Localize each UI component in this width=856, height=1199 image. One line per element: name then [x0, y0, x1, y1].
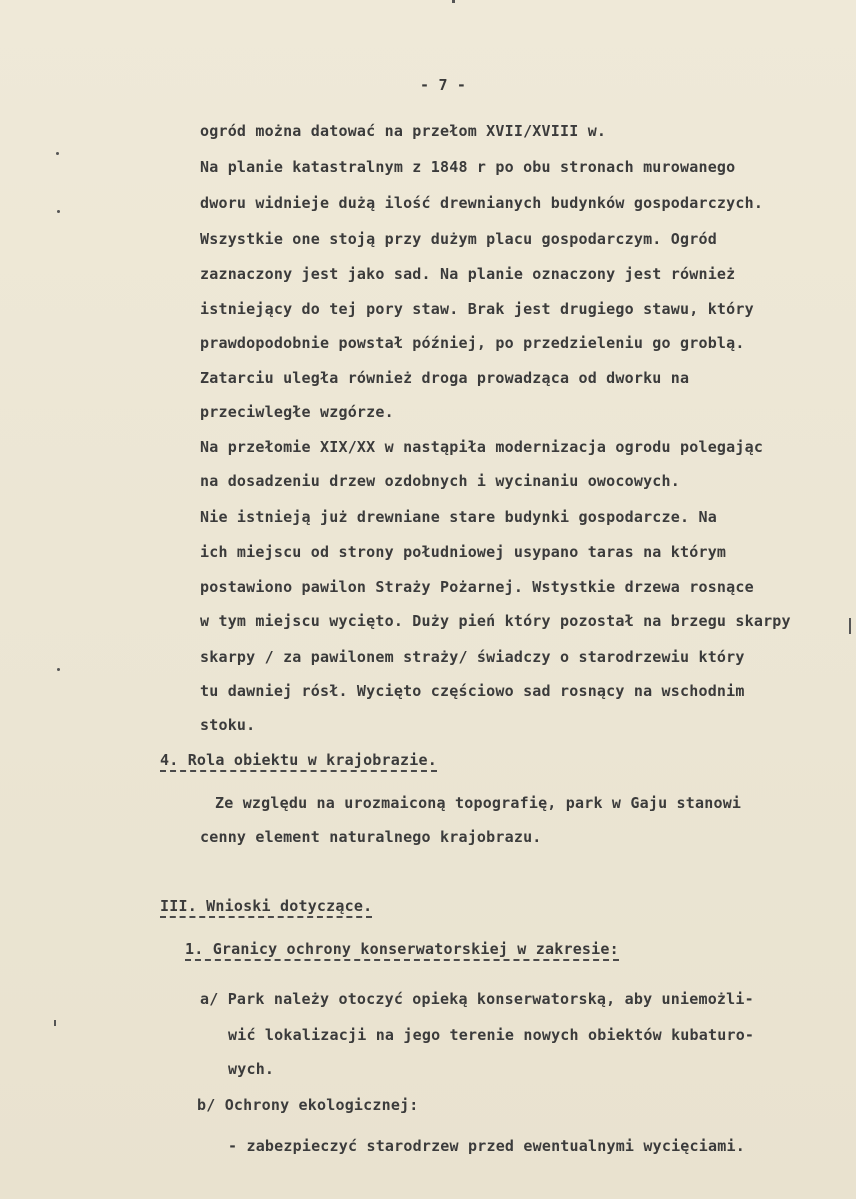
right-edge-mark	[849, 618, 851, 634]
text-line: Wszystkie one stoją przy dużym placu gospodarczym. Ogród	[200, 230, 717, 248]
margin-speck	[54, 1020, 56, 1026]
text-line: dworu widnieje dużą ilość drewnianych budynków gospodarczych.	[200, 194, 764, 212]
text-line: skarpy / za pawilonem straży/ świadczy o starodrzewiu który	[200, 648, 745, 666]
item-a-line: wić lokalizacji na jego terenie nowych obiektów kubaturo-	[228, 1026, 755, 1044]
item-a-line: a/ Park należy otoczyć opieką konserwatorską, aby uniemożli-	[200, 990, 754, 1008]
margin-speck	[56, 152, 59, 155]
text-line: ich miejscu od strony południowej usypano taras na którym	[200, 543, 727, 561]
top-edge-mark	[452, 0, 455, 3]
section-4-text: cenny element naturalnego krajobrazu.	[200, 828, 542, 846]
text-line: Zatarciu uległa również droga prowadząca od dworku na	[200, 369, 690, 387]
text-line: w tym miejscu wycięto. Duży pień który pozostał na brzegu skarpy	[200, 612, 791, 630]
page-number: - 7 -	[420, 76, 467, 94]
text-line: zaznaczony jest jako sad. Na planie oznaczony jest również	[200, 265, 736, 283]
text-line: przeciwległe wzgórze.	[200, 403, 394, 421]
section-4-text: Ze względu na urozmaiconą topografię, park w Gaju stanowi	[215, 794, 742, 812]
text-line: ogród można datować na przełom XVII/XVIII w.	[200, 122, 607, 140]
text-line: postawiono pawilon Straży Pożarnej. Wstystkie drzewa rosnące	[200, 578, 754, 596]
item-b-heading: b/ Ochrony ekologicznej:	[197, 1096, 419, 1114]
item-a-line: wych.	[228, 1060, 275, 1078]
margin-speck	[57, 210, 60, 213]
subsection-1-heading: 1. Granicy ochrony konserwatorskiej w zakresie:	[185, 940, 619, 961]
text-line: Na planie katastralnym z 1848 r po obu stronach murowanego	[200, 158, 736, 176]
text-line: prawdopodobnie powstał później, po przedzieleniu go groblą.	[200, 334, 745, 352]
text-line: stoku.	[200, 716, 256, 734]
item-b-bullet: - zabezpieczyć starodrzew przed ewentualnymi wycięciami.	[228, 1137, 745, 1155]
text-line: Na przełomie XIX/XX w nastąpiła modernizacja ogrodu polegając	[200, 438, 764, 456]
section-3-heading: III. Wnioski dotyczące.	[160, 897, 372, 918]
text-line: istniejący do tej pory staw. Brak jest drugiego stawu, który	[200, 300, 754, 318]
text-line: Nie istnieją już drewniane stare budynki gospodarcze. Na	[200, 508, 717, 526]
margin-speck	[57, 668, 60, 671]
text-line: na dosadzeniu drzew ozdobnych i wycinaniu owocowych.	[200, 472, 680, 490]
section-4-heading: 4. Rola obiektu w krajobrazie.	[160, 751, 437, 772]
text-line: tu dawniej rósł. Wycięto częściowo sad rosnący na wschodnim	[200, 682, 745, 700]
